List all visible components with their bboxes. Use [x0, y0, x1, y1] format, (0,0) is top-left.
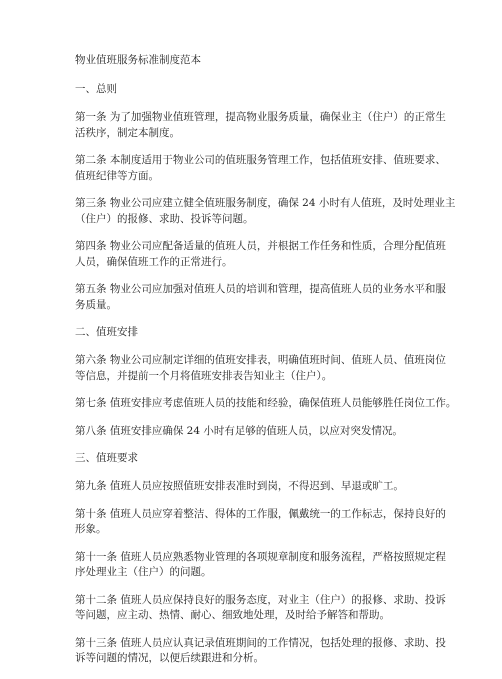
document-page	[75, 53, 457, 679]
paragraph-line: 第三条 物业公司应建立健全值班服务制度，确保 24 小时有人值班，及时处理业主	[75, 197, 456, 209]
paragraph-line: 第一条 为了加强物业值班管理，提高物业服务质量，确保业主（住户）的正常生	[75, 111, 446, 123]
paragraph-line: 诉等问题的情况，以便后续跟进和分析。	[75, 652, 264, 664]
paragraph-line: 第十一条 值班人员应熟悉物业管理的各项规章制度和服务流程，严格按照规定程	[75, 550, 446, 563]
paragraph-line: 第十二条 值班人员应保持良好的服务态度，对业主（住户）的报修、求助、投诉	[75, 593, 446, 606]
article-paragraph	[75, 353, 446, 384]
article-paragraph	[75, 282, 446, 313]
article-paragraph	[75, 479, 435, 495]
paragraph-line: 序处理业主（住户）的问题。	[75, 566, 212, 578]
article-paragraph	[75, 196, 456, 227]
paragraph-line: 务质量。	[75, 298, 117, 311]
paragraph-line: 第八条 值班安排应确保 24 小时有足够的值班人员，以应对突发情况。	[75, 424, 403, 437]
article-paragraph	[75, 424, 435, 440]
article-paragraph	[75, 636, 446, 667]
paragraph-line: 活秩序，制定本制度。	[75, 126, 180, 139]
paragraph-line: 第二条 本制度适用于物业公司的值班服务管理工作，包括值班安排、值班要求、	[75, 154, 446, 166]
paragraph-line: 值班纪律等方面。	[75, 169, 159, 182]
paragraph-line: 形象。	[75, 523, 107, 535]
article-paragraph	[75, 153, 446, 184]
article-paragraph	[75, 110, 446, 141]
article-paragraph	[75, 593, 446, 624]
article-paragraph	[75, 550, 446, 581]
section-heading: 二、值班安排	[75, 326, 138, 338]
paragraph-line: （住户）的报修、求助、投诉等问题。	[75, 212, 254, 225]
section-heading: 三、值班要求	[75, 452, 138, 464]
paragraph-line: 第五条 物业公司应加强对值班人员的培训和管理，提高值班人员的业务水平和服	[75, 283, 446, 295]
paragraph-line: 第七条 值班安排应考虑值班人员的技能和经验，确保值班人员能够胜任岗位工作。	[75, 397, 457, 409]
section-heading: 一、总则	[75, 83, 117, 95]
paragraph-line: 第四条 物业公司应配备适量的值班人员，并根据工作任务和性质，合理分配值班	[75, 240, 446, 252]
paragraph-line: 第十三条 值班人员应认真记录值班期间的工作情况，包括处理的报修、求助、投	[75, 636, 446, 649]
document-title: 物业值班服务标准制度范本	[75, 54, 201, 66]
article-paragraph	[75, 396, 457, 412]
article-paragraph	[75, 239, 446, 270]
paragraph-line: 等信息，并提前一个月将值班安排表告知业主（住户）。	[75, 369, 333, 382]
paragraph-line: 第九条 值班人员应按照值班安排表准时到岗，不得迟到、早退或旷工。	[75, 480, 404, 492]
document-body	[75, 82, 457, 667]
article-paragraph	[75, 507, 446, 538]
paragraph-line: 第六条 物业公司应制定详细的值班安排表，明确值班时间、值班人员、值班岗位	[75, 354, 446, 366]
paragraph-line: 第十条 值班人员应穿着整洁、得体的工作服，佩戴统一的工作标志，保持良好的	[75, 507, 446, 520]
paragraph-line: 人员，确保值班工作的正常进行。	[75, 255, 233, 268]
paragraph-line: 等问题，应主动、热情、耐心、细致地处理，及时给予解答和帮助。	[75, 609, 390, 621]
